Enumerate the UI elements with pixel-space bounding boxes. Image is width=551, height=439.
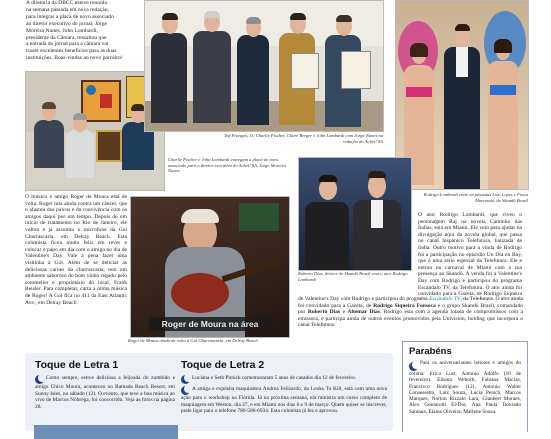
caption-charlie: Charlie Fischer e John Lombardi entregam a placa de novo associado para o diretor executivo do Achei! SA, Jorge Moreira Nunes [168,157,286,174]
caption-rodrigo: Rodrigo Lombardi entre as passistas Loie Lopes e Fiona Marcondo, do Skandô Brazil [423,192,528,203]
rodrigo-paragraph-wide: de Valentine's Day com Rodrigo e participou do programa Escándalo TV, da Telefutura. O ator ainda foi convidado para a Gazeta, de Rodrigo Siqueira Fonseca e o grupo Skandô Brazil, comandado por Roberto Dias e Altemar Dias. Rodrigo esta com a agenda lotada de compromissos com a emissora, e participa ainda de outros eventos promovidos pela Univision, holding que incorpora o canal Telefutura. [298,296,523,329]
moon-icon [181,386,190,395]
moon-icon [35,375,44,384]
toque-de-letra-panel [25,353,393,431]
toque-1-photo [34,425,178,439]
parabens-panel [402,341,528,432]
intro-paragraph [26,0,138,62]
toque-1-text: Como sempre, estive deliciosa a feijoada do zumbido e amigo Chico Moura, aconteceu no Ramada Beach Resort, em Sunny Isles, no sábado (12). O evento, que teve a boa música ao vivo de Marcos Nóbrega, foi concorrido. Veja as fotos na página 28. [35,375,175,410]
caption-ted-group: Ted Frangos, JJ, Charlie Fischer, Claire Berger e John Lombardi com Jorge Nunes na redação do Achei! SA [223,133,383,144]
roger-paragraph: O músico e amigo Roger de Moura está de volta. Roger luta ainda contra um câncer, que o afastou dos palcos e da convivência com os amigos daqui por um tempo. Depois de um início de tratamento no Rio de Janeiro, ele voltou e já assumiu o microfone da Gol Churrascaria, em Delray Beach. Esta columista ficou muito feliz em rever e colocar o papo em dia com o amigo no dia de Valentine's Day. Vale a pena fazer uma visitinha à Gol. Além de se deliciar as deliciosas carnes da churrascaria, tem um ambiente saboroso do bom vinho regado pelo sommelier e proprietário do local, Frank Reisler. Para completar, curta a ótima música de Roger! A Gol fica no 411 da East Atlantic Ave., em Delray Beach. [25,194,127,306]
toque-2-title: Toque de Letra 2 [181,359,265,371]
toque-1-title: Toque de Letra 1 [35,359,119,371]
photo-group-redacao [144,0,384,132]
caption-roger: Roger de Moura ainda de volta à Gol Churrascaria, em Delray Beach [128,338,258,343]
toque-2-text-1: Luciana e Seth Pitnick comemoraram 5 anos de casados dia 12 de fevereiro. [181,375,387,384]
rodrigo-paragraph-col: O ator Rodrigo Lombardi, que viveu o personagem Raj na novela Caminho das Índias, está em Miami. Ele veio para ajudar na divulgação aqui da novela global, que passa no canal hispânico Telefutura, batizada de India. Outro motivo para a vinda de Rodrigo foi a participação no episódio Un Día en Bay, que é uma série especial da Telefutura. Ele e entrou no carnaval de Miami com a sua presença ao Skandô. A venda foi a Valentine's Day com Rodrigo e participou do programa Escándalo TV, da Telefutura. O ator ainda foi convidado para a Gazeta, de Rodrigo Siqueira [418,212,522,298]
caption-roberto: Roberto Dias, diretor do Skandô Brazil com o ator Rodrigo Lombardi [298,271,408,282]
intro-text: A diretoria da DBCC esteve reunida na semana passada em nova redação, para integrar a placa de novo associado ao diretor executivo do jornal, Jorge Moreira Nunes. John Lombardi, presidente da Câmara, ressaltou que a entrada do jornal para a câmara vai trazer excelentes benefícios para as duas instituições. Boas-vindas ao novo parceiro! [26,0,123,62]
photo-roberto-rodrigo [298,157,412,271]
parabens-text: Para os aniversariantes leitores e amigos do coluna: Erica Lust, Antonio Adolfo (10 de fevereiro), Elisma Weborb, Fabiana Macias, Francisco Rodrigues (12), Antonio Walter Consessetto, Luiz Souza, Lucia Persch, Marcos Marques, Norton Rizzato Lara, Glaubert Moraes, Alex Gomarotti El-Dor, Ana Paula Dourado Santana, Elaine Oliveira, Marlene Souza. [409,360,521,415]
roger-banner [149,317,271,331]
photo-rodrigo-passistas [395,0,529,190]
parabens-title: Parabéns [409,346,452,357]
moon-icon [181,375,190,384]
toque-1 [35,359,175,410]
toque-2-text-2: A amiga e expósita maquiadora Andrea Felizardo, da Looks To Kill, está com uma nova ação para o workshop na Flórida. Já na próxima semana, ela ministra um curso completo de maquiagem em Weston, dia 27, e em Miami nos dias 6 e 9 de março. Quem quiser se inscrever, pode ligar para o telefone 786-586-6934. Esta colunista já fez e aprovou. [181,386,387,414]
moon-icon [409,362,418,371]
roger-banner-text: Roger de Moura na área [161,319,259,329]
toque-2 [181,359,387,420]
photo-roger-guitar [130,196,290,338]
